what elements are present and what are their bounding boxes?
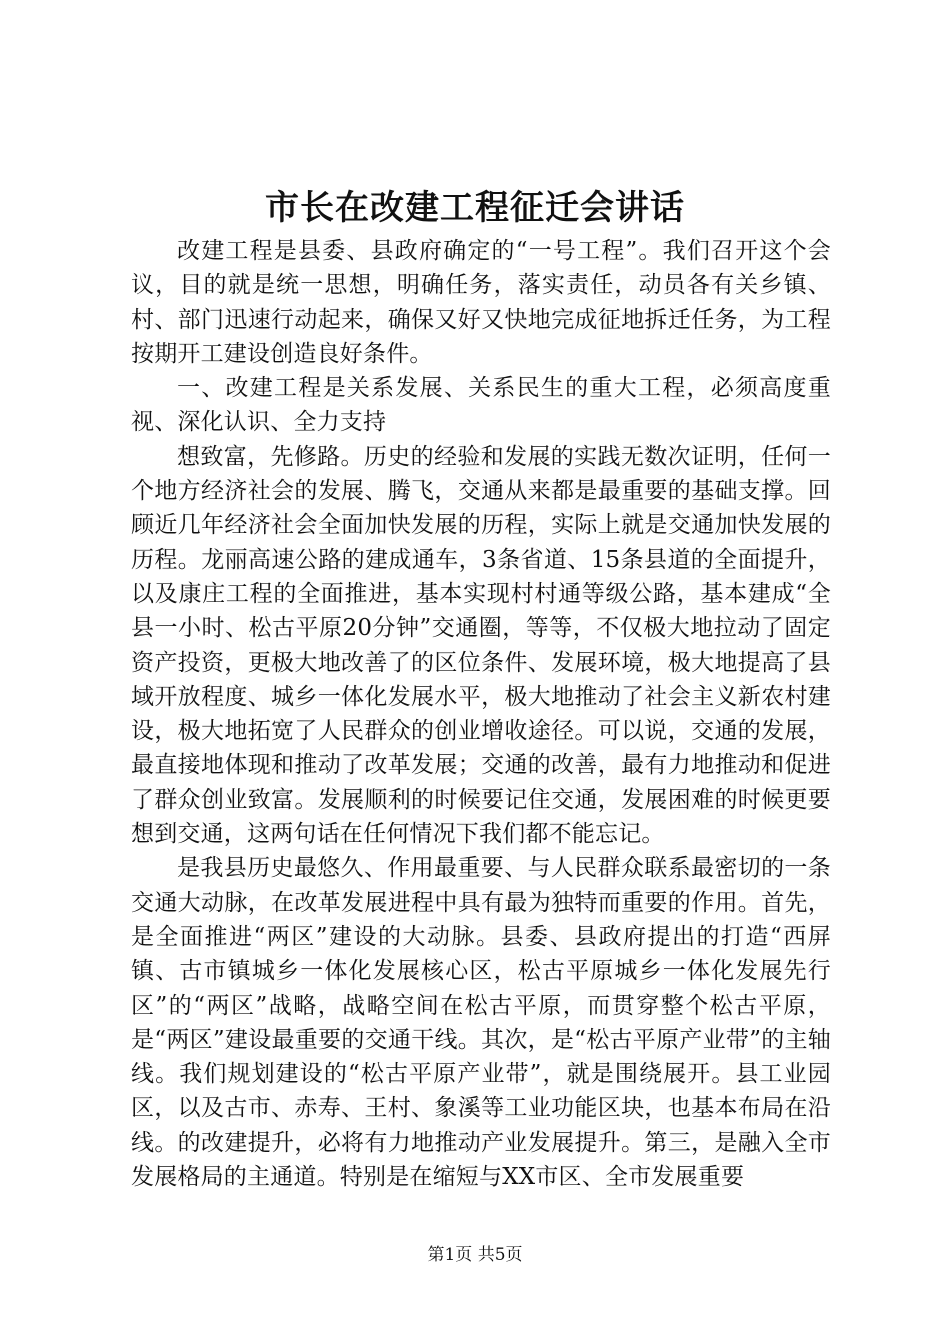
document-title: 市长在改建工程征迁会讲话 [265,188,685,228]
document-body [131,234,831,1194]
paragraph-intro: 改建工程是县委、县政府确定的“一号工程”。我们召开这个会议，目的就是统一思想，明确任务，落实责任，动员各有关乡镇、村、部门迅速行动起来，确保又好又快地完成征地拆迁任务，为工程按期开工建设创造良好条件。 [131,238,831,367]
page-footer: 第1页 共5页 [427,1245,523,1265]
paragraph-traffic-development: 想致富，先修路。历史的经验和发展的实践无数次证明，任何一个地方经济社会的发展、腾飞，交通从来都是最重要的基础支撑。回顾近几年经济社会全面加快发展的历程，实际上就是交通加快发展的历程。龙丽高速公路的建成通车，3条省道、15条县道的全面提升，以及康庄工程的全面推进，基本实现村村通等级公路，基本建成“全县一小时、松古平原20分钟”交通圈，等等，不仅极大地拉动了固定资产投资，更极大地改善了的区位条件、发展环境，极大地提高了县域开放程度、城乡一体化发展水平，极大地推动了社会主义新农村建设，极大地拓宽了人民群众的创业增收途径。可以说，交通的发展，最直接地体现和推动了改革发展；交通的改善，最有力地推动和促进了群众创业致富。发展顺利的时候要记住交通，发展困难的时候更要想到交通，这两句话在任何情况下我们都不能忘记。 [131,443,831,848]
section-heading-1: 一、改建工程是关系发展、关系民生的重大工程，必须高度重视、深化认识、全力支持 [131,375,831,436]
paragraph-artery-role: 是我县历史最悠久、作用最重要、与人民群众联系最密切的一条交通大动脉，在改革发展进程中具有最为独特而重要的作用。首先，是全面推进“两区”建设的大动脉。县委、县政府提出的打造“西屏镇、古市镇城乡一体化发展核心区，松古平原城乡一体化发展先行区”的“两区”战略，战略空间在松古平原，而贯穿整个松古平原，是“两区”建设最重要的交通干线。其次，是“松古平原产业带”的主轴线。我们规划建设的“松古平原产业带”，就是围绕展开。县工业园区，以及古市、赤寿、王村、象溪等工业功能区块，也基本布局在沿线。的改建提升，必将有力地推动产业发展提升。第三，是融入全市发展格局的主通道。特别是在缩短与XX市区、全市发展重要 [131,855,831,1191]
